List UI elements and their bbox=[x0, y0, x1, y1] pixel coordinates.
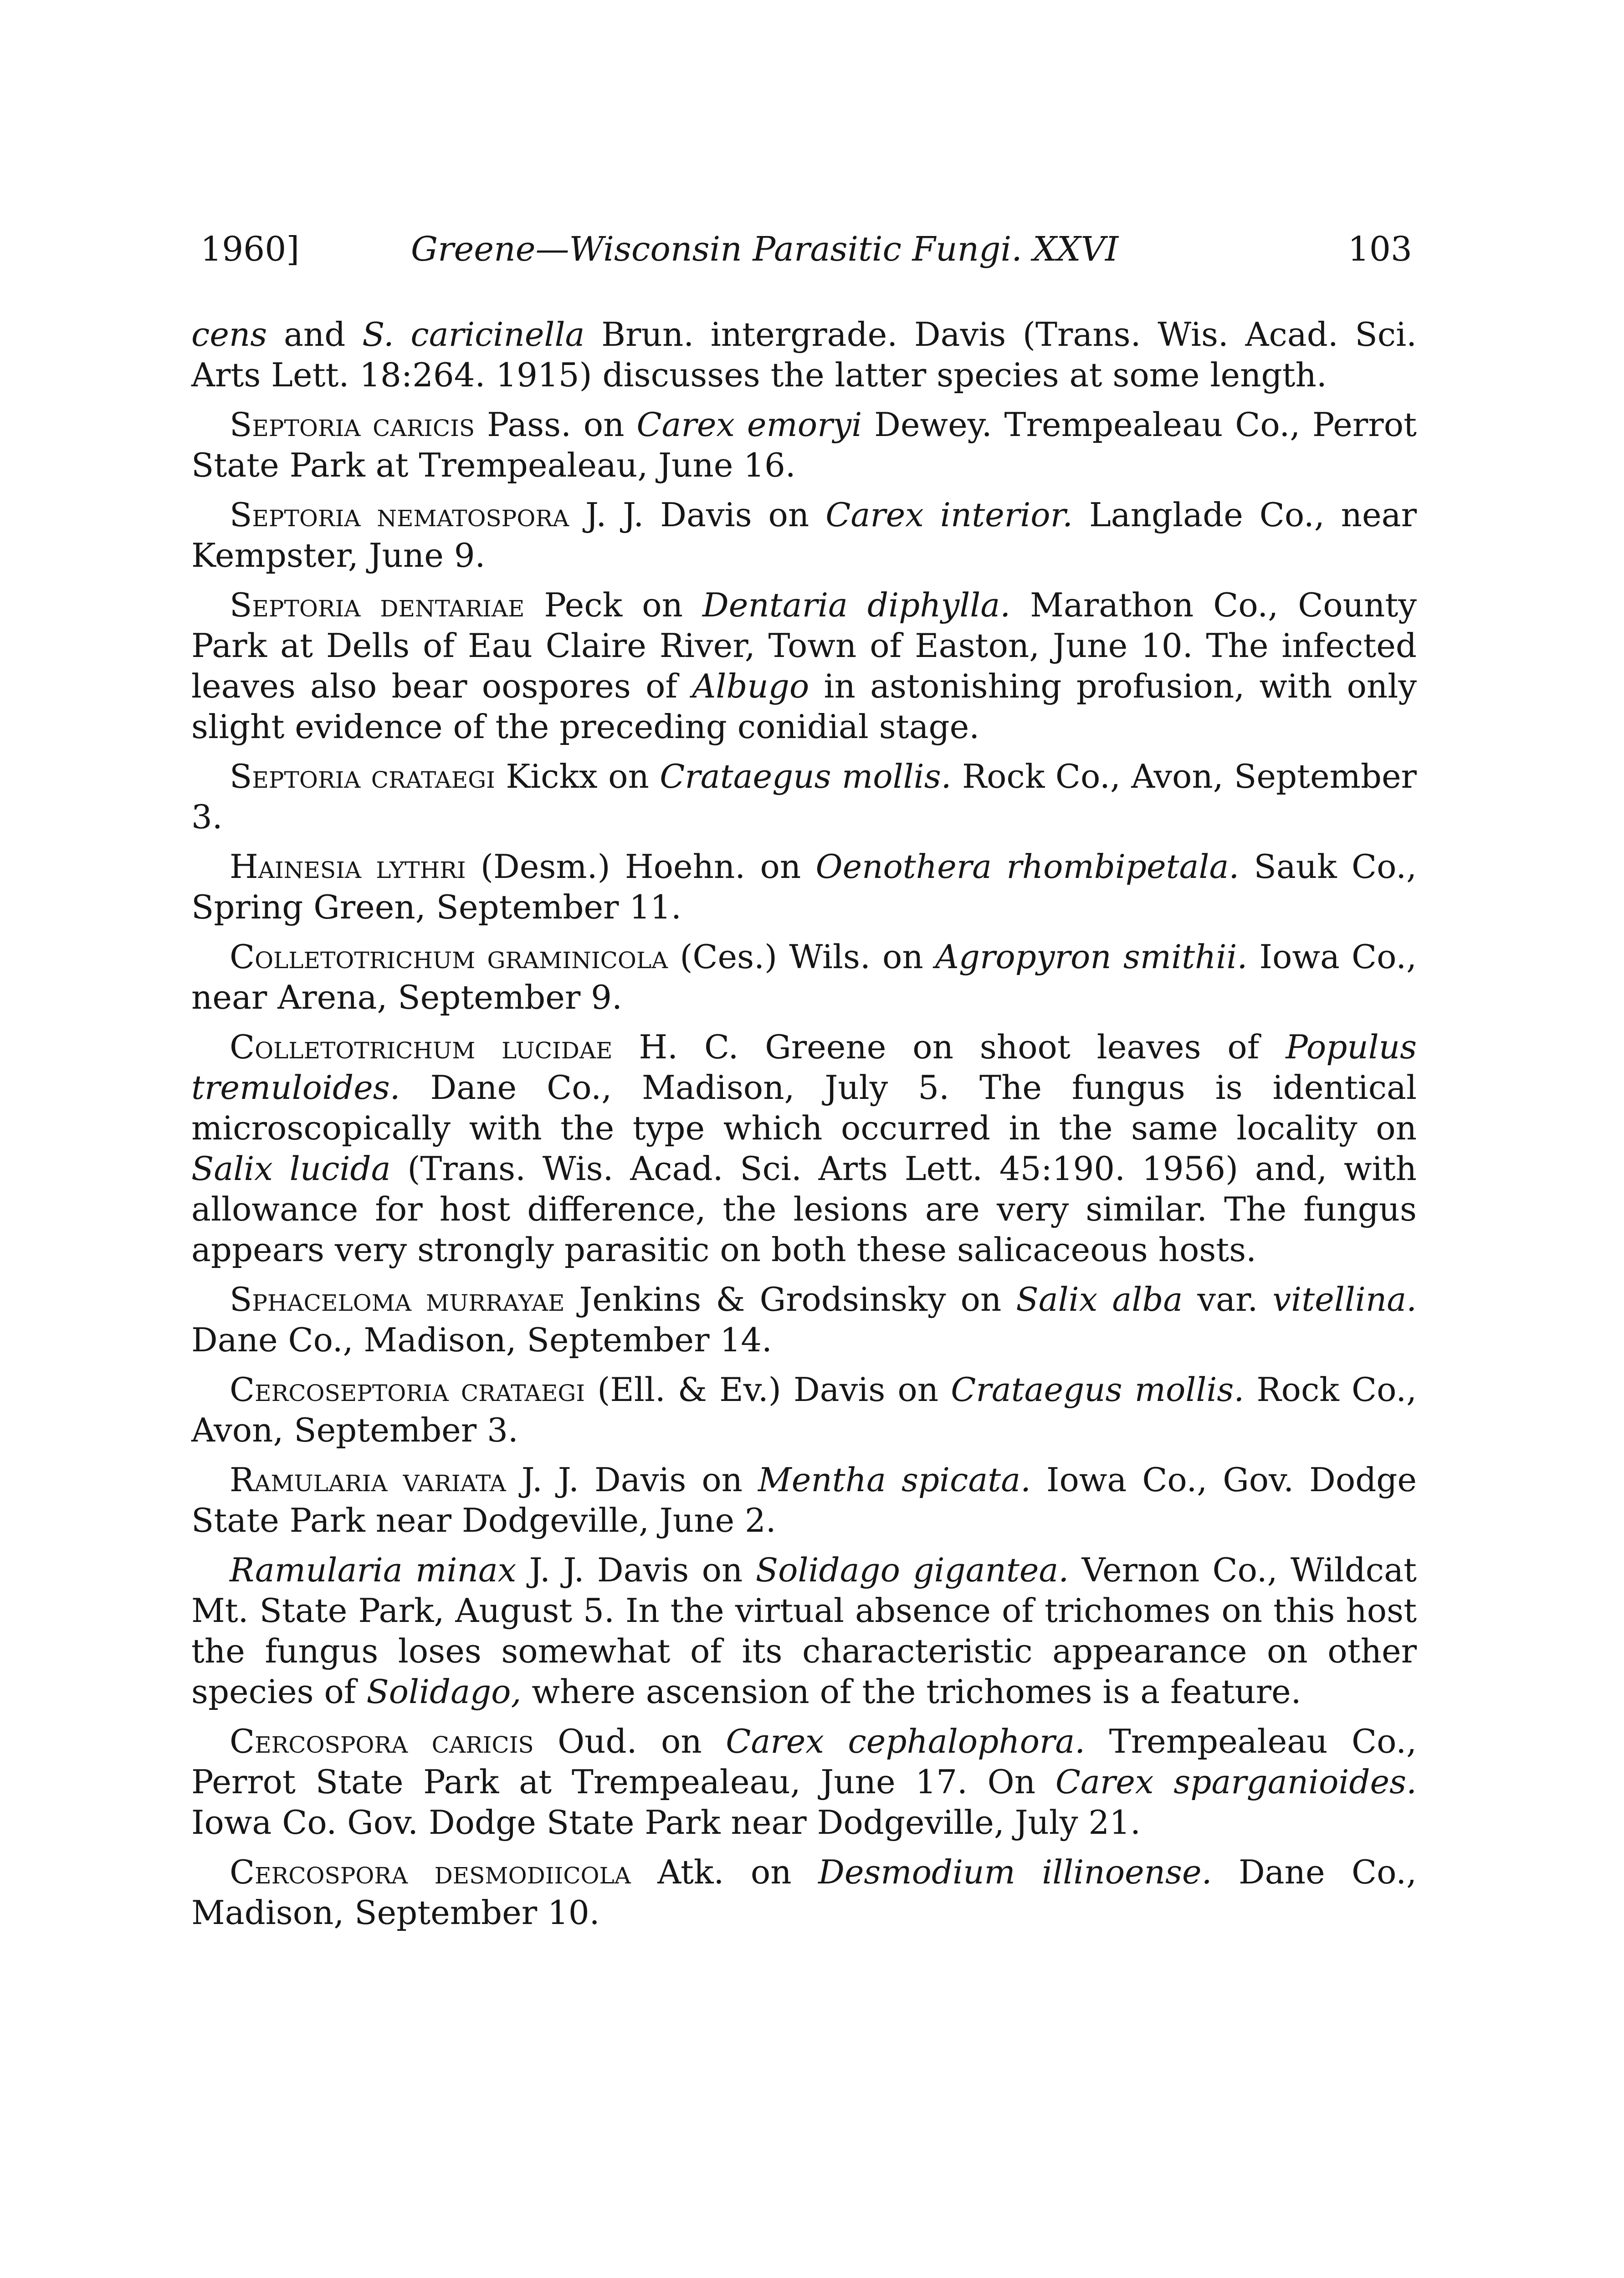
species-entry bbox=[191, 1027, 1417, 1270]
species-name: Hainesia lythri bbox=[230, 847, 466, 886]
entry-text: var. bbox=[1183, 1280, 1273, 1319]
italic-taxon: cens bbox=[191, 315, 267, 354]
species-name: Cercospora caricis bbox=[230, 1722, 534, 1760]
species-name: Septoria caricis bbox=[230, 405, 475, 444]
entry-text: J. J. Davis on bbox=[506, 1461, 758, 1499]
entry-text: and bbox=[267, 315, 363, 354]
italic-taxon: Crataegus mollis. bbox=[660, 757, 952, 795]
entry-text: Kickx on bbox=[495, 757, 660, 795]
entry-text: where ascension of the trichomes is a feature. bbox=[521, 1673, 1301, 1711]
species-name: Colletotrichum lucidae bbox=[230, 1028, 613, 1066]
species-name: Cercoseptoria crataegi bbox=[230, 1370, 585, 1409]
running-title: Greene—Wisconsin Parasitic Fungi. XXVI bbox=[411, 230, 1119, 269]
species-entry bbox=[191, 585, 1417, 747]
italic-taxon: S. caricinella bbox=[362, 315, 585, 354]
species-entry bbox=[191, 847, 1417, 928]
entry-text: Dane Co., Madison, July 5. The fungus is identical microscopically with the type which occurred in the same locality on bbox=[191, 1068, 1417, 1147]
page-number: 103 bbox=[1347, 230, 1412, 269]
entry-text: Iowa Co., Gov. Dodge State Park near Dodgeville, June 2. bbox=[191, 1461, 1417, 1539]
species-name: Colletotrichum graminicola bbox=[230, 938, 668, 976]
entry-text: H. C. Greene on shoot leaves of bbox=[612, 1028, 1286, 1066]
italic-taxon: Carex cephalophora. bbox=[726, 1722, 1086, 1760]
entry-text: Dewey. Trempealeau Co., Perrot State Park at Trempealeau, June 16. bbox=[191, 405, 1417, 484]
species-entry bbox=[191, 756, 1417, 837]
italic-taxon: Solidago, bbox=[366, 1673, 522, 1711]
italic-taxon: Salix lucida bbox=[191, 1149, 391, 1188]
species-entry bbox=[191, 1370, 1417, 1451]
italic-taxon: Mentha spicata. bbox=[758, 1461, 1031, 1499]
entry-text: Jenkins & Grodsinsky on bbox=[564, 1280, 1016, 1319]
italic-taxon: vitellina. bbox=[1272, 1280, 1417, 1319]
entry-text: Langlade Co., near Kempster, June 9. bbox=[191, 496, 1417, 575]
species-name: Ramularia variata bbox=[230, 1461, 506, 1499]
header-year: 1960] bbox=[200, 230, 300, 269]
entry-text: Pass. on bbox=[475, 405, 637, 444]
italic-taxon: Salix alba bbox=[1016, 1280, 1183, 1319]
italic-taxon: Carex emoryi bbox=[636, 405, 862, 444]
entry-text: Trempealeau Co., Perrot State Park at Trempealeau, June 17. On bbox=[191, 1722, 1417, 1801]
entry-text: Dane Co., Madison, September 14. bbox=[191, 1321, 772, 1359]
entry-text: Sauk Co., Spring Green, September 11. bbox=[191, 847, 1417, 926]
entry-text: (Ces.) Wils. on bbox=[668, 938, 935, 976]
entry-text: Iowa Co. Gov. Dodge State Park near Dodgeville, July 21. bbox=[191, 1803, 1141, 1842]
entry-text: Oud. on bbox=[533, 1722, 726, 1760]
continued-paragraph bbox=[191, 314, 1417, 395]
italic-taxon: Ramularia minax bbox=[230, 1551, 517, 1589]
entry-text: in astonishing profusion, with only slight evidence of the preceding conidial stage. bbox=[191, 667, 1417, 746]
italic-taxon: Carex sparganioides. bbox=[1055, 1763, 1417, 1801]
italic-taxon: Albugo bbox=[692, 667, 809, 705]
species-name: Sphaceloma murrayae bbox=[230, 1280, 565, 1319]
entry-text: Rock Co., Avon, September 3. bbox=[191, 1370, 1417, 1449]
entry-text: Marathon Co., County Park at Dells of Eau Claire River, Town of Easton, June 10. The infected leaves also bear oospores of bbox=[191, 586, 1417, 705]
entry-text: (Ell. & Ev.) Davis on bbox=[585, 1370, 951, 1409]
italic-taxon: Oenothera rhombipetala. bbox=[815, 847, 1240, 886]
species-entry bbox=[191, 495, 1417, 576]
entry-text: Vernon Co., Wildcat Mt. State Park, August 5. In the virtual absence of trichomes on this host the fungus loses somewhat of its characteristic appearance on other species of bbox=[191, 1551, 1417, 1711]
species-entry bbox=[191, 1852, 1417, 1933]
species-entry bbox=[191, 1460, 1417, 1541]
entry-text: Atk. on bbox=[630, 1853, 819, 1891]
body-text bbox=[191, 314, 1417, 1942]
entry-text: J. J. Davis on bbox=[569, 496, 826, 534]
species-entry bbox=[191, 1721, 1417, 1843]
italic-taxon: Desmodium illinoense. bbox=[818, 1853, 1212, 1891]
entry-text: Brun. intergrade. Davis (Trans. Wis. Acad. Sci. Arts Lett. 18:264. 1915) discusses the latter species at some length. bbox=[191, 315, 1417, 394]
species-entry bbox=[191, 405, 1417, 486]
running-header bbox=[200, 226, 1412, 272]
species-name: Septoria crataegi bbox=[230, 757, 495, 795]
italic-taxon: Agropyron smithii. bbox=[935, 938, 1248, 976]
entry-text: Iowa Co., near Arena, September 9. bbox=[191, 938, 1417, 1016]
italic-taxon: Populus tremuloides. bbox=[191, 1028, 1417, 1107]
entry-text: Peck on bbox=[524, 586, 703, 624]
entry-text: (Desm.) Hoehn. on bbox=[466, 847, 816, 886]
italic-taxon: Solidago gigantea. bbox=[755, 1551, 1069, 1589]
entry-text: J. J. Davis on bbox=[516, 1551, 756, 1589]
italic-taxon: Carex interior. bbox=[825, 496, 1073, 534]
italic-taxon: Crataegus mollis. bbox=[951, 1370, 1245, 1409]
entry-text: Rock Co., Avon, September 3. bbox=[191, 757, 1417, 836]
italic-taxon: Dentaria diphylla. bbox=[702, 586, 1011, 624]
species-name: Cercospora desmodiicola bbox=[230, 1853, 631, 1891]
species-name: Septoria dentariae bbox=[230, 586, 525, 624]
species-entry bbox=[191, 1550, 1417, 1712]
species-name: Septoria nematospora bbox=[230, 496, 569, 534]
entry-text: (Trans. Wis. Acad. Sci. Arts Lett. 45:190. 1956) and, with allowance for host difference, the lesions are very similar. The fungus appears very strongly parasitic on both these salicaceous hosts. bbox=[191, 1149, 1417, 1269]
entry-text: Dane Co., Madison, September 10. bbox=[191, 1853, 1417, 1932]
species-entry bbox=[191, 937, 1417, 1018]
species-entry bbox=[191, 1279, 1417, 1360]
